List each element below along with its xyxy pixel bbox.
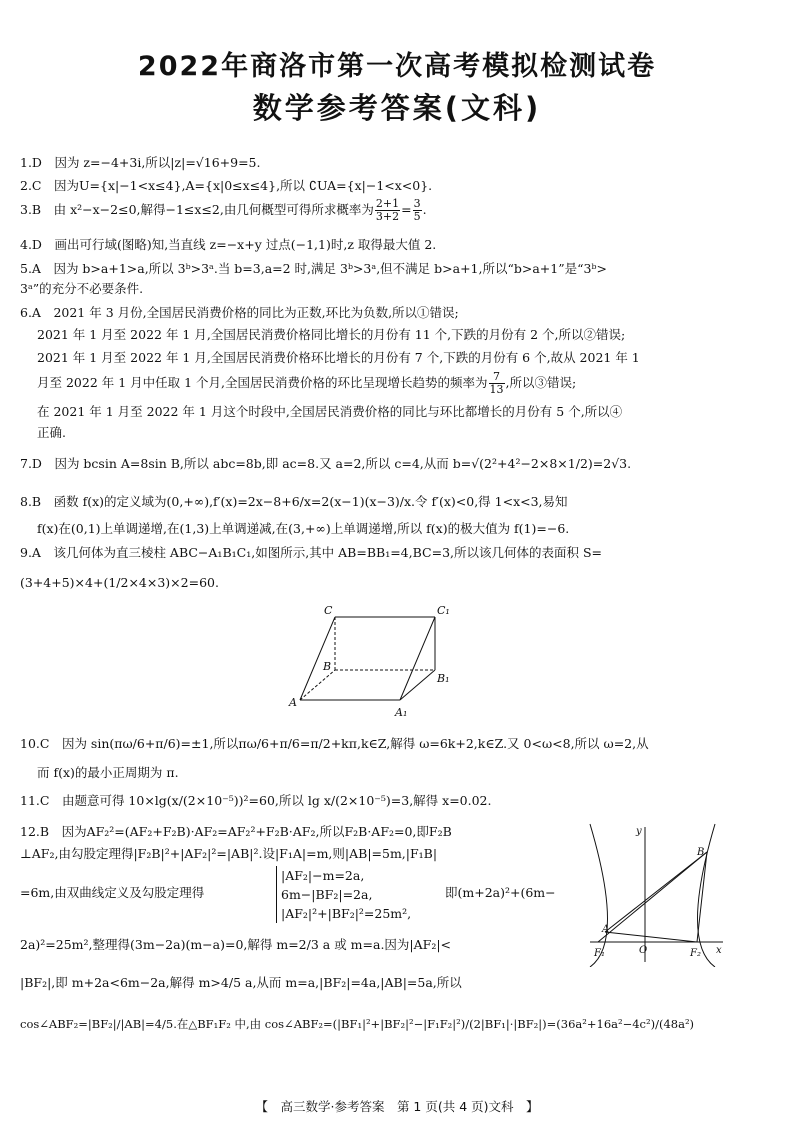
answer-12-line-3: =6m,由双曲线定义及勾股定理得 (20, 885, 205, 900)
hyperbola-figure (585, 822, 730, 967)
answer-6-line-5: 在 2021 年 1 月至 2022 年 1 月这个时段中,全国居民消费价格的同比与环比都增长的月份有 5 个,所以④ (37, 404, 623, 419)
answer-6-line-1: 6.A 2021 年 3 月份,全国居民消费价格的同比为正数,环比为负数,所以①错误; (20, 305, 459, 320)
label-F2: F₂ (690, 948, 701, 959)
fraction-denominator: 5 (413, 210, 421, 223)
fraction-denominator: 3+2 (375, 210, 400, 223)
answer-12-line-4: 2a)²=25m²,整理得(3m−2a)(m−a)=0,解得 m=2/3 a 或 m=a.因为|AF₂|< (20, 937, 452, 952)
equation-3: |AF₂|²+|BF₂|²=25m², (281, 906, 412, 921)
label-B: B (323, 660, 332, 673)
answer-6-fraction (489, 371, 505, 396)
answer-7: 7.D 因为 bcsin A=8sin B,所以 abc=8b,即 ac=8.又 a=2,所以 c=4,从而 b=√(2²+4²−2×8×1/2)=2√3. (20, 456, 632, 471)
fraction-numerator: 7 (489, 371, 505, 384)
label-B1: B₁ (437, 672, 450, 685)
fraction-numerator: 2+1 (375, 197, 400, 210)
answer-1: 1.D 因为 z=−4+3i,所以|z|=√16+9=5. (20, 155, 261, 170)
label-A: A (602, 924, 610, 935)
answer-10-line-1: 10.C 因为 sin(πω/6+π/6)=±1,所以πω/6+π/6=π/2+kπ,k∈Z,解得 ω=6k+2,k∈Z.又 0<ω<8,所以 ω=2,从 (20, 736, 649, 751)
edge-c1-a1 (400, 617, 435, 700)
answer-9-line-2: (3+4+5)×4+(1/2×4×3)×2=60. (20, 575, 219, 590)
answer-3-fraction-1 (375, 198, 400, 223)
edge-a-b (300, 670, 335, 700)
answer-5-line-1: 5.A 因为 b>a+1>a,所以 3ᵇ>3ᵃ.当 b=3,a=2 时,满足 3ᵇ>3ᵃ,但不满足 b>a+1,所以“b>a+1”是“3ᵇ> (20, 261, 607, 276)
label-O: O (639, 945, 648, 956)
equation-2: 6m−|BF₂|=2a, (281, 887, 373, 902)
answer-2: 2.C 因为U={x|−1<x≤4},A={x|0≤x≤4},所以 ∁UA={x|−1<x<0}. (20, 178, 433, 193)
label-C: C (324, 604, 333, 617)
answer-6-line-2: 2021 年 1 月至 2022 年 1 月,全国居民消费价格同比增长的月份有 11 个,下跌的月份有 2 个,所以②错误; (37, 327, 626, 342)
line-f1-b (598, 852, 707, 942)
answer-3-equals: = (401, 202, 412, 217)
answer-12-line-6: cos∠ABF₂=|BF₂|/|AB|=4/5.在△BF₁F₂ 中,由 cos∠ABF₂=(|BF₁|²+|BF₂|²−|F₁F₂|²)/(2|BF₁|·|BF₂|)=(36a²+16a²−4c²)/(48a²) (20, 1017, 695, 1031)
edge-a1-b1 (400, 670, 435, 700)
answer-3-end: . (422, 202, 427, 217)
answer-9-line-1: 9.A 该几何体为直三棱柱 ABC−A₁B₁C₁,如图所示,其中 AB=BB₁=4,BC=3,所以该几何体的表面积 S= (20, 545, 603, 560)
right-branch (698, 824, 716, 967)
answer-12-line-5: |BF₂|,即 m+2a<6m−2a,解得 m>4/5 a,从而 m=a,|BF₂|=4a,|AB|=5a,所以 (20, 975, 462, 990)
answer-10-line-2: 而 f(x)的最小正周期为 π. (37, 765, 179, 780)
prism-figure (285, 600, 460, 725)
answer-6-line-3: 2021 年 1 月至 2022 年 1 月,全国居民消费价格环比增长的月份有 7 个,下跌的月份有 6 个,故从 2021 年 1 (37, 350, 640, 365)
page-title: 2022年商洛市第一次高考模拟检测试卷 (137, 51, 657, 82)
answer-12-line-1: 12.B 因为AF₂²=(AF₂+F₂B)·AF₂=AF₂²+F₂B·AF₂,所以F₂B·AF₂=0,即F₂B (20, 824, 452, 839)
answer-8-line-2: f(x)在(0,1)上单调递增,在(1,3)上单调递减,在(3,+∞)上单调递增,所以 f(x)的极大值为 f(1)=−6. (37, 521, 570, 536)
answer-4: 4.D 画出可行域(图略)知,当直线 z=−x+y 过点(−1,1)时,z 取得最大值 2. (20, 237, 437, 252)
edge-c-a (300, 617, 335, 700)
label-y: y (636, 826, 642, 837)
answer-11: 11.C 由题意可得 10×lg(x/(2×10⁻⁵))²=60,所以 lg x/(2×10⁻⁵)=3,解得 x=0.02. (20, 793, 492, 808)
equation-system (276, 866, 411, 923)
answer-3-fraction-2 (413, 198, 422, 223)
answer-6-line-4-text: 月至 2022 年 1 月中任取 1 个月,全国居民消费价格的环比呈现增长趋势的频率为 (37, 375, 488, 390)
answer-3 (20, 198, 427, 223)
page-subtitle: 数学参考答案(文科) (252, 91, 542, 125)
page-footer: 【 高三数学·参考答案 第 1 页(共 4 页)文科 】 (255, 1099, 539, 1114)
left-branch (590, 824, 608, 967)
answer-6-line-4 (37, 371, 576, 396)
label-F1: F₁ (594, 948, 605, 959)
answer-8-line-1: 8.B 函数 f(x)的定义域为(0,+∞),f′(x)=2x−8+6/x=2(x−1)(x−3)/x.令 f′(x)<0,得 1<x<3,易知 (20, 494, 568, 509)
answer-12-line-3b: 即(m+2a)²+(6m− (445, 885, 556, 900)
answer-3-text: 3.B 由 x²−x−2≤0,解得−1≤x≤2,由几何概型可得所求概率为 (20, 202, 374, 217)
fraction-denominator: 13 (489, 383, 504, 396)
fraction-numerator: 3 (413, 197, 421, 210)
answer-6-line-6: 正确. (37, 425, 66, 440)
label-B: B (697, 847, 705, 858)
label-x: x (716, 945, 722, 956)
line-a-f2 (605, 932, 697, 942)
equation-1: |AF₂|−m=2a, (281, 868, 365, 883)
answer-6-line-4-end: ,所以③错误; (505, 375, 577, 390)
answer-12-line-2: ⊥AF₂,由勾股定理得|F₂B|²+|AF₂|²=|AB|².设|F₁A|=m,则|AB|=5m,|F₁B| (20, 846, 438, 861)
answer-5-line-2: 3ᵃ”的充分不必要条件. (20, 281, 144, 296)
label-A: A (289, 696, 297, 709)
label-C1: C₁ (437, 604, 450, 617)
label-A1: A₁ (395, 706, 408, 719)
